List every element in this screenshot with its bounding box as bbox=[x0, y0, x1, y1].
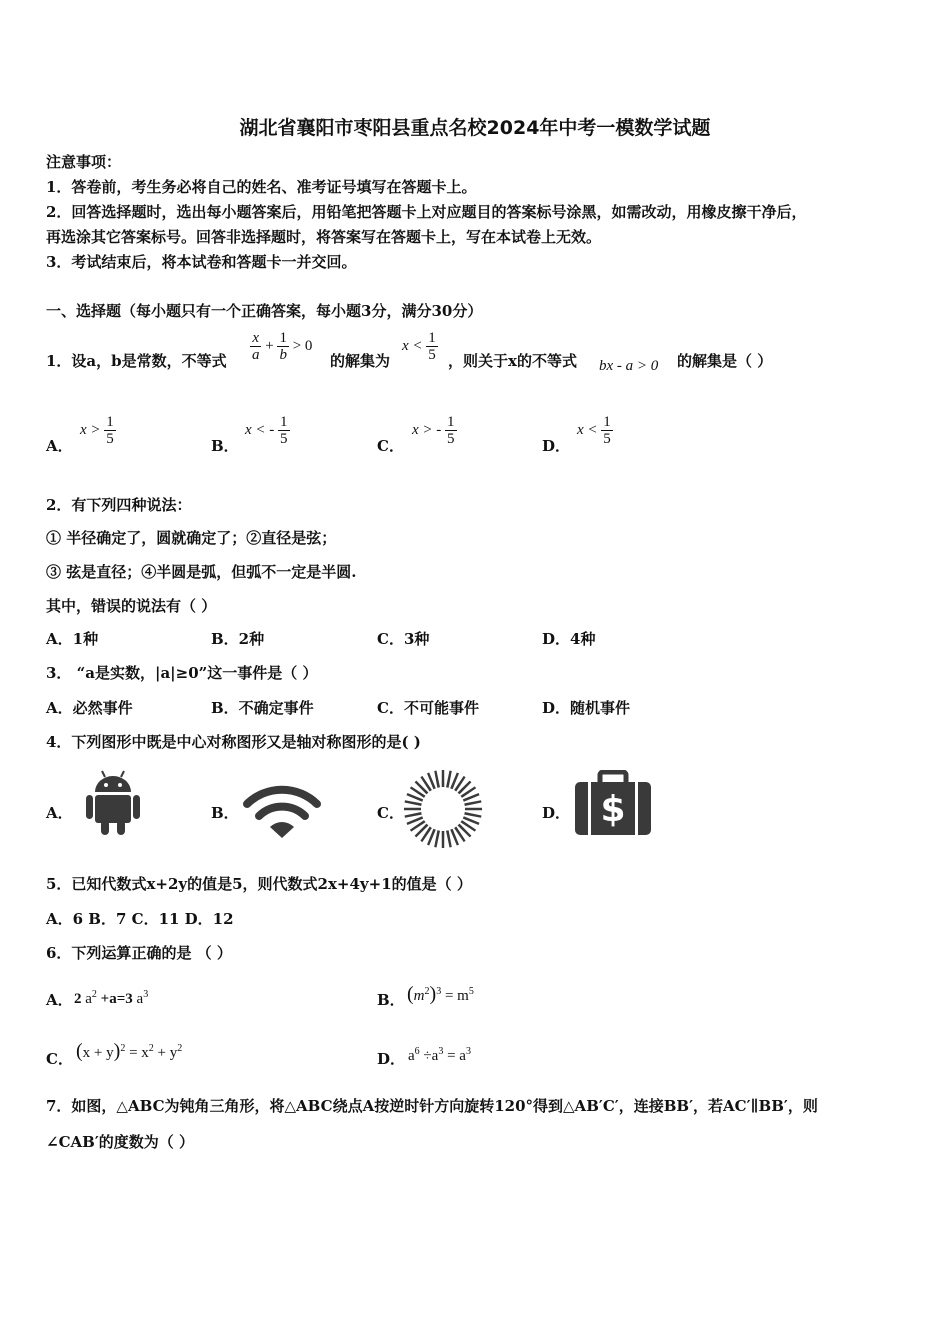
sunburst-ray bbox=[405, 800, 422, 806]
q1-option-b-math: x < - $\frac{1}{5}$ bbox=[245, 414, 288, 447]
notice-item-3: 3．考试结束后，将本试卷和答题卡一并交回。 bbox=[46, 253, 357, 271]
q3-option-c: C．不可能事件 bbox=[377, 699, 479, 717]
q2-line-1: ① 半径确定了，圆就确定了；②直径是弦； bbox=[46, 529, 337, 547]
q1-option-b-label: B． bbox=[211, 437, 239, 455]
page-title: 湖北省襄阳市枣阳县重点名校2024年中考一模数学试题 bbox=[239, 117, 711, 139]
q1-inequality: $\frac{x}{a}$ + $\frac{1}{b}$ > 0 bbox=[252, 330, 313, 363]
q1-option-a-label: A． bbox=[46, 437, 73, 455]
notice-item-2-cont: 再选涂其它答案标号。回答非选择题时，将答案写在答题卡上，写在本试卷上无效。 bbox=[46, 228, 602, 246]
money-briefcase-icon bbox=[573, 770, 653, 836]
q6-option-b-label: B． bbox=[377, 991, 405, 1009]
sunburst-icon bbox=[402, 768, 484, 850]
notice-item-1: 1．答卷前，考生务必将自己的姓名、准考证号填写在答题卡上。 bbox=[46, 178, 477, 196]
q7-line-1: 7．如图，△ABC为钝角三角形，将△ABC绕点A按逆时针方向旋转120°得到△AB′C′，连接BB′，若AC′∥BB′，则 bbox=[46, 1097, 818, 1115]
sunburst-ray bbox=[442, 770, 445, 787]
q1-part2: 的解集为 bbox=[330, 352, 391, 370]
section-heading: 一、选择题（每小题只有一个正确答案，每小题3分，满分30分） bbox=[46, 302, 483, 320]
q5-options: A．6 B．7 C．11 D．12 bbox=[46, 910, 234, 928]
q1-option-d-label: D． bbox=[542, 437, 571, 455]
q4-option-b-label: B． bbox=[211, 804, 239, 822]
q6-option-a-math: 2 $a^2 +a=3$ $a^3$ bbox=[74, 989, 149, 1007]
android-robot-icon bbox=[84, 768, 142, 836]
q1-option-c-label: C． bbox=[377, 437, 404, 455]
q2-line-3: 其中，错误的说法有（ ） bbox=[46, 597, 217, 615]
q2-option-d: D．4种 bbox=[542, 630, 596, 648]
q2-option-b: B．2种 bbox=[211, 630, 265, 648]
q3-option-a: A．必然事件 bbox=[46, 699, 133, 717]
sunburst-ray bbox=[465, 808, 482, 811]
sunburst-ray bbox=[404, 808, 421, 811]
q2-option-c: C．3种 bbox=[377, 630, 430, 648]
sunburst-ray bbox=[446, 771, 452, 788]
sunburst-ray bbox=[434, 771, 440, 788]
notice-item-2: 2．回答选择题时，选出每小题答案后，用铅笔把答题卡上对应题目的答案标号涂黑，如需改动，用橡皮擦干净后， bbox=[46, 203, 807, 221]
q3-option-d: D．随机事件 bbox=[542, 699, 631, 717]
q4-stem: 4．下列图形中既是中心对称图形又是轴对称图形的是( ) bbox=[46, 733, 421, 751]
sunburst-ray bbox=[464, 800, 481, 806]
q1-part3: ，则关于x的不等式 bbox=[448, 352, 577, 370]
notice-heading: 注意事项： bbox=[46, 153, 122, 171]
q6-stem: 6．下列运算正确的是 （ ） bbox=[46, 944, 232, 962]
q1-option-d-math: x < $\frac{1}{5}$ bbox=[577, 414, 611, 447]
sunburst-ray bbox=[464, 812, 481, 818]
q6-option-c-label: C． bbox=[46, 1050, 73, 1068]
q5-stem: 5．已知代数式x+2y的值是5，则代数式2x+4y+1的值是（ ） bbox=[46, 875, 472, 893]
q1-part1: 1．设a，b是常数，不等式 bbox=[46, 352, 227, 370]
q3-stem: 3． “a是实数，|a|≥0”这一事件是（ ） bbox=[46, 664, 318, 682]
svg-text:$: $ bbox=[600, 789, 626, 830]
q6-option-d-math: $a^6 \div a^3 = a^3$ bbox=[408, 1046, 471, 1064]
q6-option-a-label: A． bbox=[46, 991, 73, 1009]
q1-part4: 的解集是（ ） bbox=[677, 352, 773, 370]
sunburst-ray bbox=[442, 831, 445, 848]
q4-option-a-label: A． bbox=[46, 804, 73, 822]
wifi-icon bbox=[241, 780, 323, 840]
q6-option-b-math: $(m^2)^3 = m^5$ bbox=[407, 983, 474, 1005]
q7-line-2: ∠CAB′的度数为（ ） bbox=[46, 1133, 195, 1151]
q6-option-c-math: $(x + y)^2 = x^2 + y^2$ bbox=[76, 1040, 183, 1062]
q1-option-a-math: x > $\frac{1}{5}$ bbox=[80, 414, 114, 447]
sunburst-ray bbox=[446, 830, 452, 847]
q1-option-c-math: x > - $\frac{1}{5}$ bbox=[412, 414, 455, 447]
q2-stem: 2．有下列四种说法： bbox=[46, 496, 192, 514]
sunburst-ray bbox=[405, 812, 422, 818]
q2-option-a: A．1种 bbox=[46, 630, 99, 648]
q1-inequality-2: bx - a > 0 bbox=[599, 358, 659, 374]
q4-option-d-label: D． bbox=[542, 804, 571, 822]
q6-option-d-label: D． bbox=[377, 1050, 406, 1068]
q3-option-b: B．不确定事件 bbox=[211, 699, 314, 717]
sunburst-ray bbox=[434, 830, 440, 847]
q4-option-c-label: C． bbox=[377, 804, 404, 822]
q1-solution: x < $\frac{1}{5}$ bbox=[402, 330, 436, 363]
q2-line-2: ③ 弦是直径；④半圆是弧，但弧不一定是半圆. bbox=[46, 563, 357, 581]
